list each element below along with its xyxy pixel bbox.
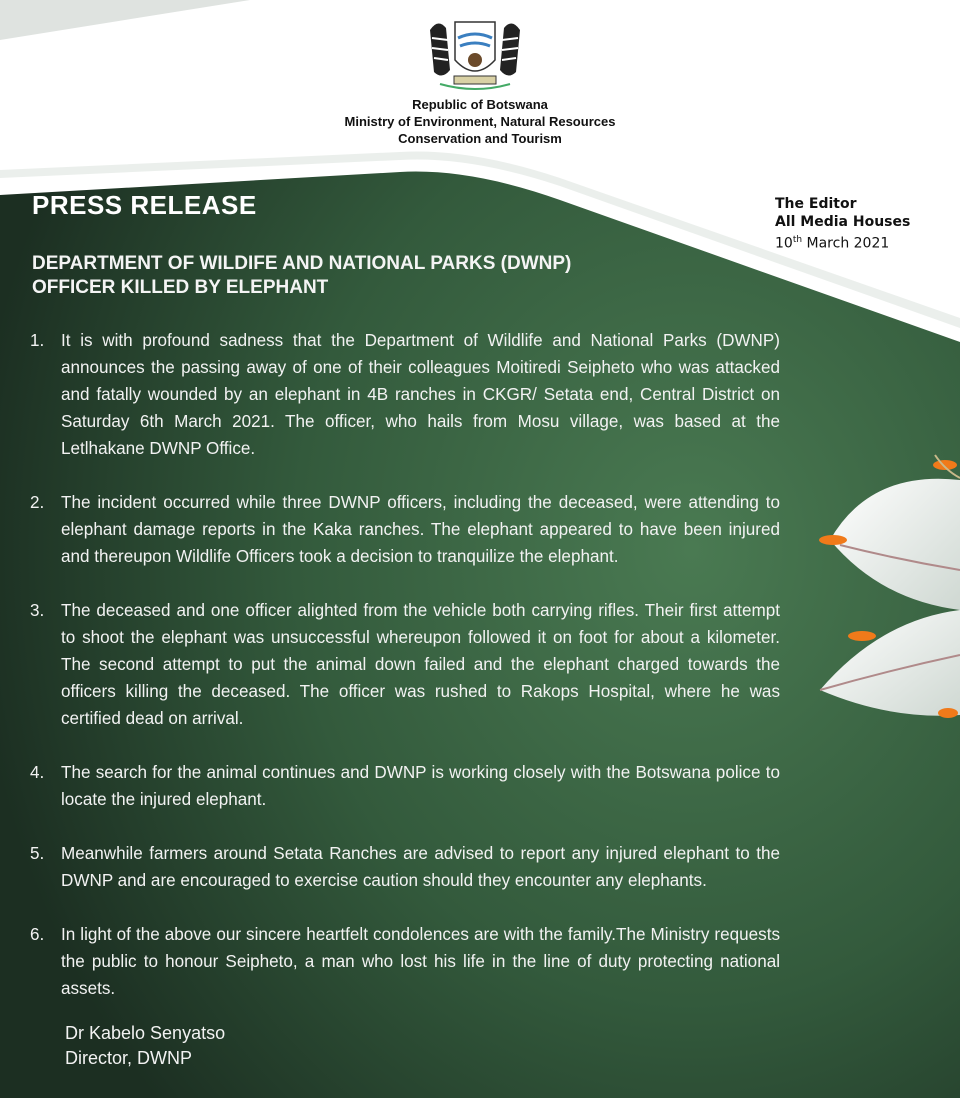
addressee-line2: All Media Houses [775, 214, 911, 230]
botswana-coat-of-arms-icon [420, 10, 530, 96]
headline-line2: OFFICER KILLED BY ELEPHANT [32, 277, 329, 298]
paragraph-text: It is with profound sadness that the Department of Wildlife and National Parks (DWNP) announces the passing away of one of their colleagues Moitiredi Seipheto who was attacked and fatally wounded by an elephant in 4B ranches in CKGR/ Setata end, Central District on Saturday 6th March 2021. The officer, who hails from Mosu village, was based at the Letlhakane DWNP Office. [61, 331, 780, 458]
ministry-header [300, 96, 660, 147]
paragraph-text: In light of the above our sincere heartfelt condolences are with the family.The Ministry requests the public to honour Seipheto, a man who lost his life in the line of duty protecting national assets. [61, 925, 780, 998]
addressee-line1: The Editor [775, 196, 857, 212]
ministry-name-line1: Ministry of Environment, Natural Resources [344, 114, 616, 129]
paragraph-number: 5. [30, 844, 45, 863]
addressee-block [775, 195, 910, 253]
paragraph-number: 1. [30, 331, 45, 350]
signatory-title: Director, DWNP [65, 1048, 193, 1068]
paragraph-item [30, 489, 780, 570]
country-name: Republic of Botswana [412, 97, 548, 112]
paragraph-item [30, 759, 780, 813]
paragraph-item [30, 840, 780, 894]
paragraph-number: 6. [30, 925, 45, 944]
headline-line1: DEPARTMENT OF WILDIFE AND NATIONAL PARKS (DWNP) [32, 253, 572, 274]
paragraph-number: 3. [30, 601, 45, 620]
paragraph-number: 4. [30, 763, 45, 782]
press-release-title: PRESS RELEASE [32, 190, 257, 220]
date-rest: March 2021 [802, 235, 890, 252]
paragraph-text: The deceased and one officer alighted from the vehicle both carrying rifles. Their first attempt to shoot the elephant was unsuccessful whereupon followed it on foot for about a kilometer. The second attempt to put the animal down failed and the elephant charged towards the officers killing the deceased. The officer was rushed to Rakops Hospital, where he was certified dead on arrival. [61, 601, 780, 728]
ministry-name-line2: Conservation and Tourism [398, 131, 562, 146]
signatory-name: Dr Kabelo Senyatso [65, 1023, 226, 1043]
paragraph-text: The incident occurred while three DWNP officers, including the deceased, were attending to elephant damage reports in the Kaka ranches. The elephant appeared to have been injured and thereupon Wildlife Officers took a decision to tranquilize the elephant. [61, 493, 780, 566]
date-suffix: th [792, 235, 803, 245]
paragraph-text: Meanwhile farmers around Setata Ranches are advised to report any injured elephant to the DWNP and are encouraged to exercise caution should they encounter any elephants. [61, 844, 780, 890]
headline [32, 252, 571, 300]
paragraph-item [30, 597, 780, 732]
numbered-paragraphs [30, 327, 780, 1002]
paragraph-text: The search for the animal continues and DWNP is working closely with the Botswana police to locate the injured elephant. [61, 763, 780, 809]
paragraph-number: 2. [30, 493, 45, 512]
date-day: 10 [775, 235, 793, 252]
release-date [775, 231, 910, 253]
paragraph-item [30, 327, 780, 462]
signature-block [65, 1021, 225, 1071]
paragraph-item [30, 921, 780, 1002]
